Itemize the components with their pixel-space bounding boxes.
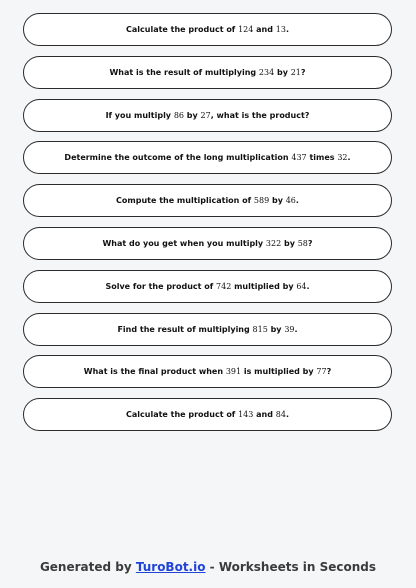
question-text: Calculate the product of 124 and 13. [126, 25, 289, 34]
question-item [23, 313, 392, 346]
question-item [23, 13, 392, 46]
question-text: Find the result of multiplying 815 by 39. [117, 324, 298, 334]
question-item [23, 270, 392, 303]
question-item [23, 141, 392, 174]
question-text: What is the result of multiplying 234 by 21? [109, 67, 306, 77]
footer-suffix: - Worksheets in Seconds [205, 560, 377, 574]
turobot-link[interactable]: TuroBot.io [135, 560, 206, 574]
question-item [23, 184, 392, 217]
question-item [23, 99, 392, 132]
question-text: Compute the multiplication of 589 by 46. [116, 196, 299, 206]
question-text: What do you get when you multiply 322 by 58? [102, 238, 313, 248]
question-text: Solve for the product of 742 multiplied by 64. [105, 281, 310, 291]
question-text: If you multiply 86 by 27, what is the product? [105, 110, 310, 120]
footer-prefix: Generated by [39, 560, 136, 574]
question-item [23, 398, 392, 431]
question-list [23, 13, 392, 441]
footer [0, 560, 416, 574]
question-item [23, 355, 392, 388]
question-text: What is the final product when 391 is multiplied by 77? [83, 367, 332, 377]
question-item [23, 227, 392, 260]
question-item [23, 56, 392, 89]
question-text: Calculate the product of 143 and 84. [126, 410, 289, 420]
question-text: Determine the outcome of the long multiplication 437 times 32. [64, 153, 351, 163]
